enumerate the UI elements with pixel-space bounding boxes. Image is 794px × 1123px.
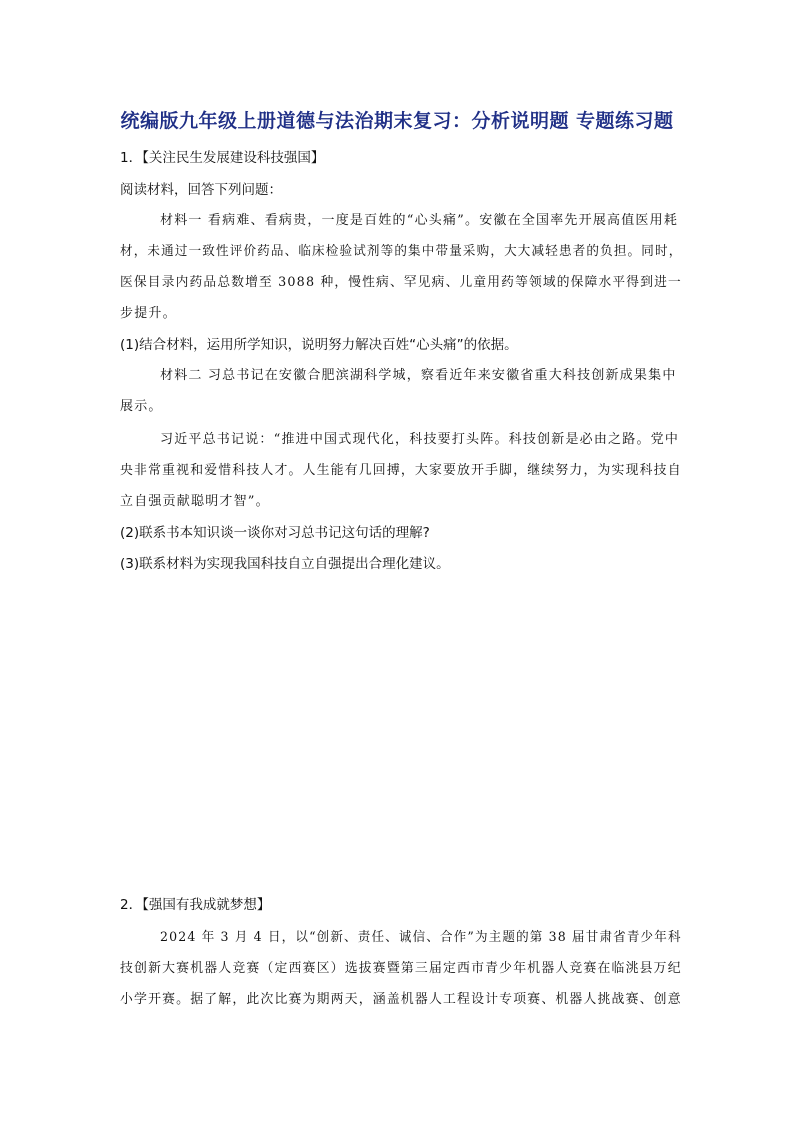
material-1-line: 材料一 看病难、看病贵，一度是百姓的“心头痛”。安徽在全国率先开展高值医用耗 [160,213,679,228]
quote-line: 习近平总书记说：“推进中国式现代化，科技要打头阵。科技创新是必由之路。党中 [160,432,680,447]
question-1-intro: 阅读材料，回答下列问题： [120,182,282,198]
material-2-line: 材料二 习总书记在安徽合肥滨湖科学城，察看近年来安徽省重大科技创新成果集中 [160,368,677,383]
sub-question-1: (1)结合材料，运用所学知识，说明努力解决百姓“心头痛”的依据。 [120,337,518,353]
material-1-line: 医保目录内药品总数增至 3088 种，慢性病、罕见病、儿童用药等领域的保障水平得到进一 [120,275,682,290]
sub-question-2: (2)联系书本知识谈一谈你对习总书记这句话的理解? [120,525,430,541]
material-1-line: 步提升。 [120,306,177,321]
question-1-heading: 1．【关注民生发展建设科技强国】 [120,150,325,166]
quote-line: 央非常重视和爱惜科技人才。人生能有几回搏，大家要放开手脚，继续努力，为实现科技自 [120,463,682,478]
material-1-line: 材，未通过一致性评价药品、临床检验试剂等的集中带量采购，大大减轻患者的负担。同时， [120,244,683,259]
question-2-line: 技创新大赛机器人竞赛（定西赛区）选拔赛暨第三届定西市青少年机器人竞赛在临洮县万纪 [120,961,682,976]
sub-question-3: (3)联系材料为实现我国科技自立自强提出合理化建议。 [120,556,450,572]
question-2-line: 小学开赛。据了解，此次比赛为期两天，涵盖机器人工程设计专项赛、机器人挑战赛、创意 [120,992,682,1007]
document-title: 统编版九年级上册道德与法治期末复习：分析说明题 专题练习题 [120,110,674,132]
material-2-line: 展示。 [120,399,163,414]
question-2-line: 2024 年 3 月 4 日，以“创新、责任、诚信、合作”为主题的第 38 届甘肃省青少年科 [160,930,682,945]
question-2-heading: 2．【强国有我成就梦想】 [120,897,271,913]
quote-line: 立自强贡献聪明才智”。 [120,494,270,509]
